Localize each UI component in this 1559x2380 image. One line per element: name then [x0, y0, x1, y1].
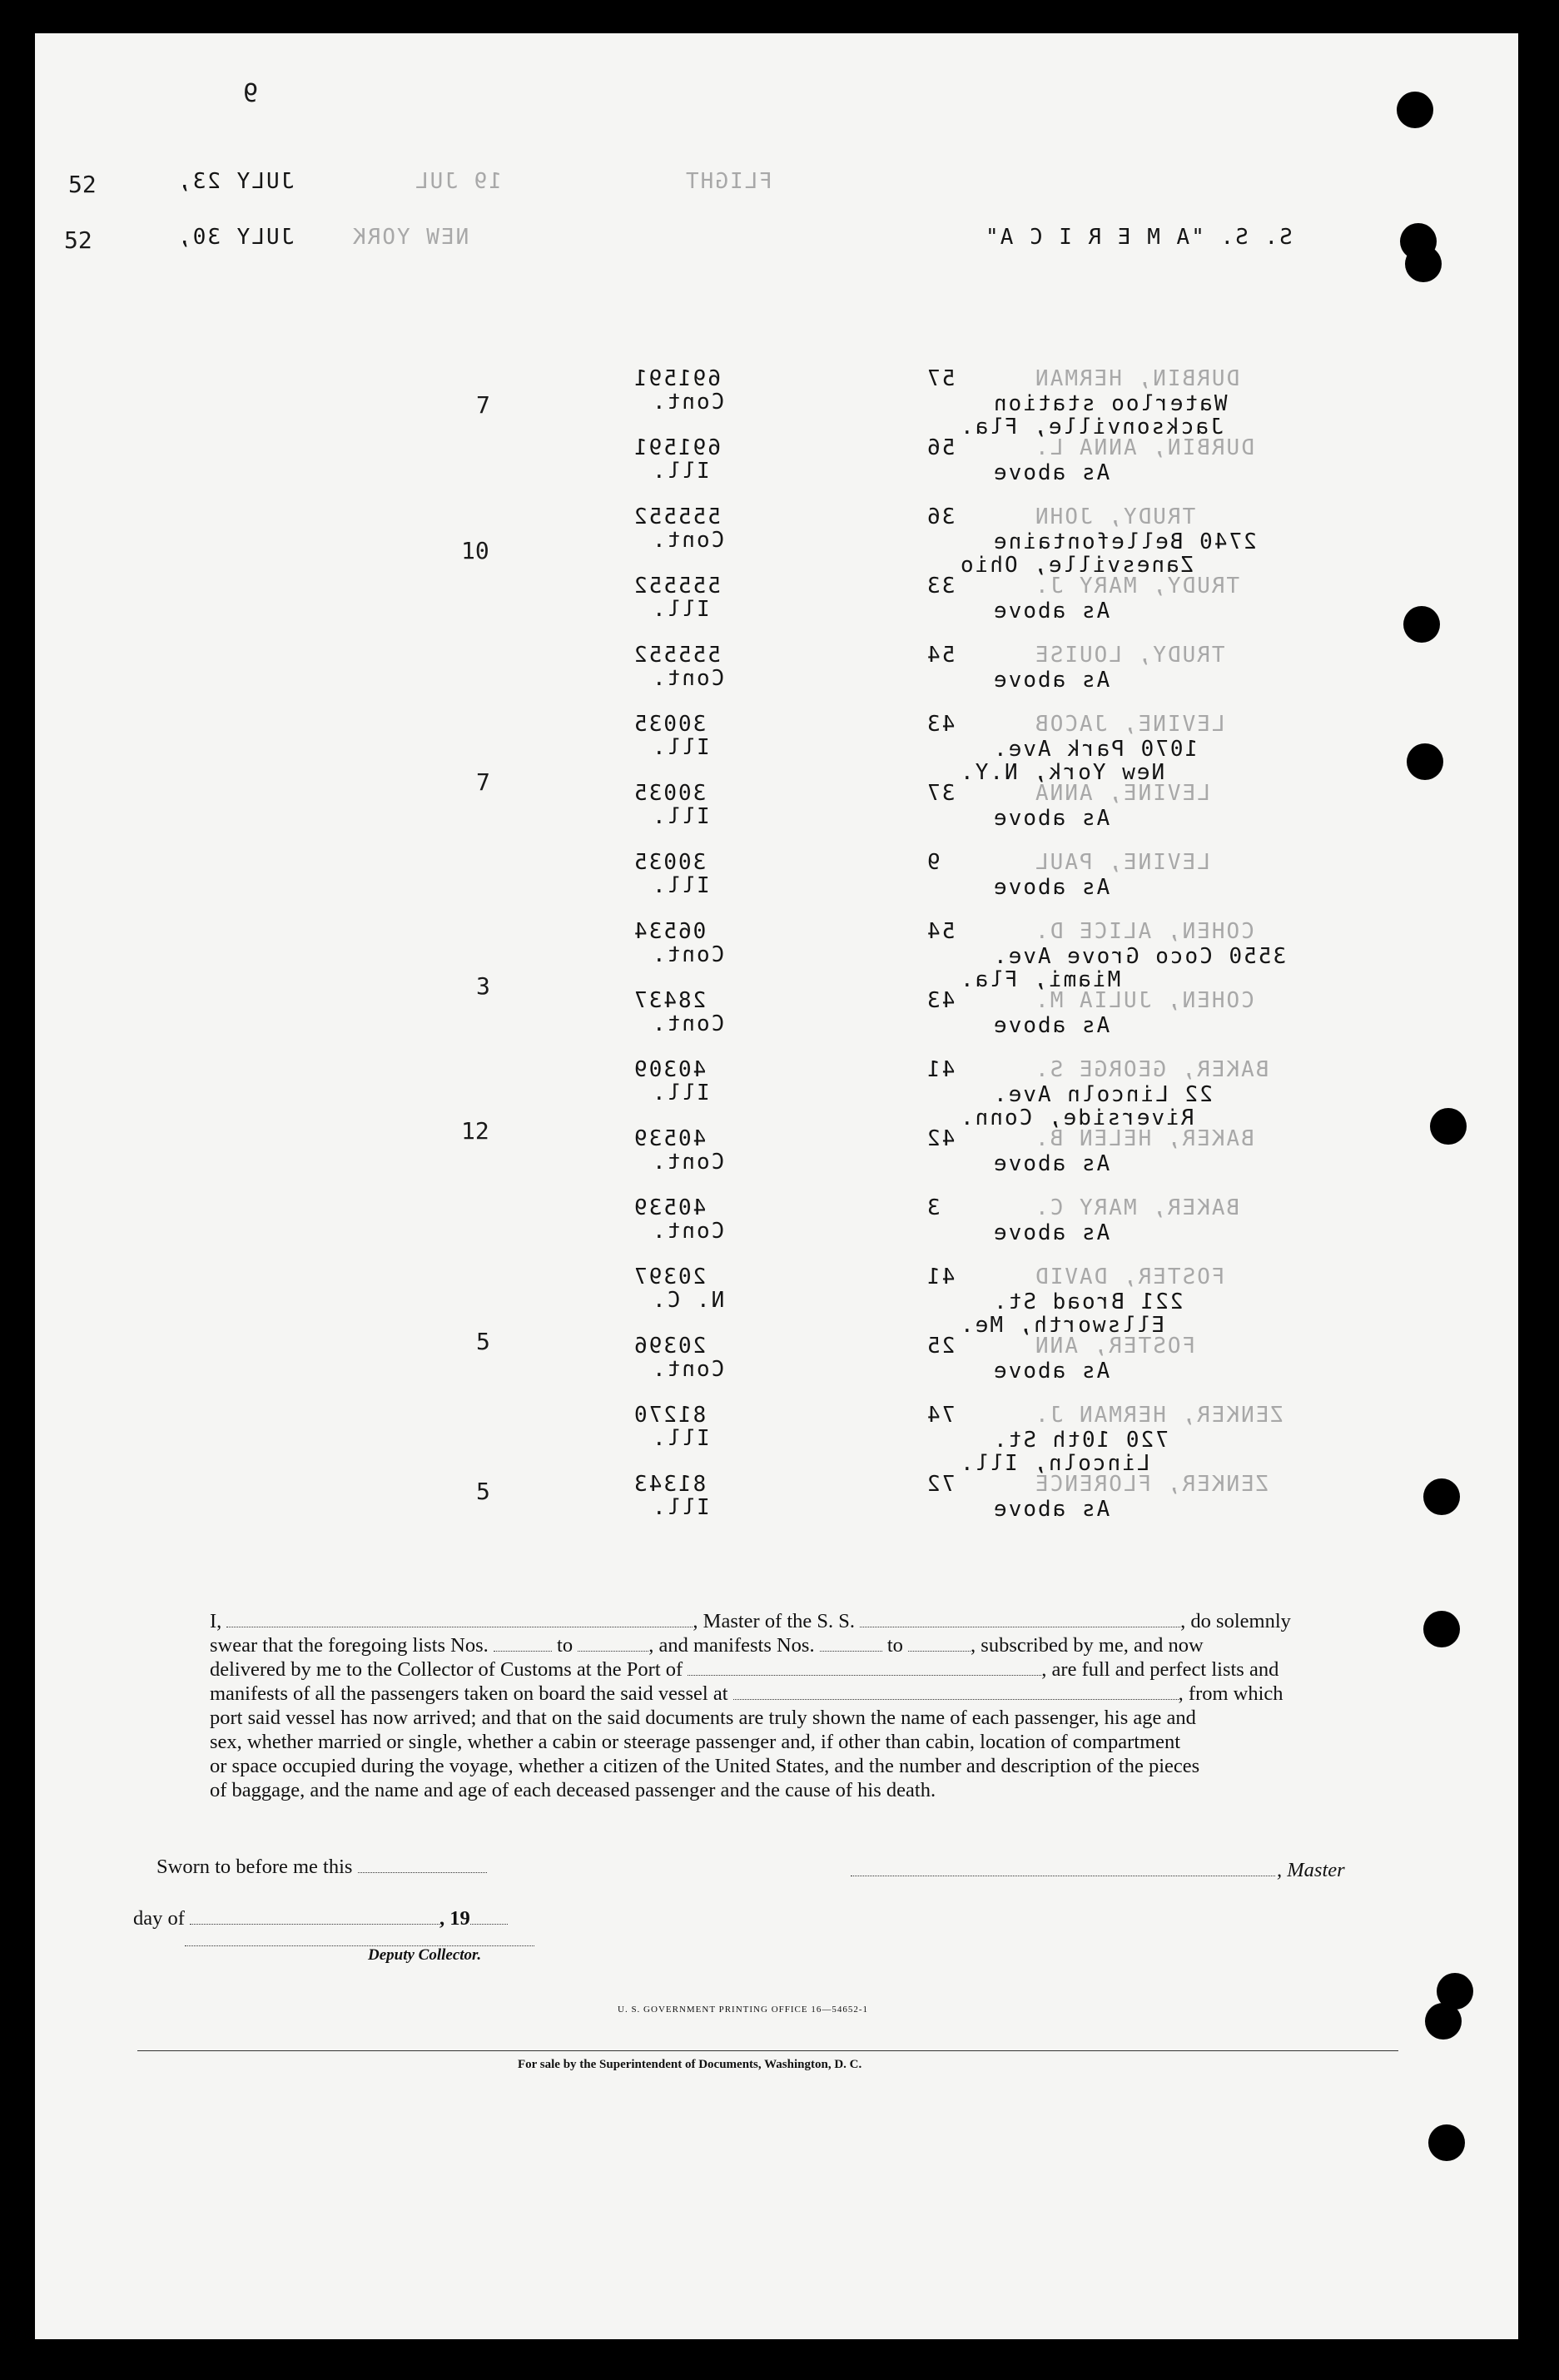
- entry-id: 555552: [633, 574, 721, 599]
- entry-address: As above: [992, 460, 1110, 485]
- margin-count: 7: [476, 391, 490, 419]
- oath-line-7: or space occupied during the voyage, whether a citizen of the United States, and the number and description of the pieces: [210, 1755, 1200, 1777]
- entry-note: N. C.: [651, 1288, 725, 1313]
- entry-name: LEVINE, PAUL: [1034, 850, 1210, 875]
- entry-note: Ill.: [651, 459, 710, 484]
- entry-note: Ill.: [651, 1426, 710, 1451]
- oath-line-1: I, , Master of the S. S. , do solemnly: [210, 1610, 1291, 1632]
- entry-id: 81270: [633, 1403, 707, 1428]
- deputy-signature-line: [185, 1945, 534, 1946]
- entry-address: Waterloo station: [992, 391, 1228, 416]
- entry-address: 22 Lincoln Ave.: [992, 1082, 1213, 1107]
- entry-note: Cont.: [651, 1219, 725, 1244]
- entry-age: 56: [926, 435, 956, 460]
- header-row2-city: NEW YORK: [351, 225, 469, 250]
- printing-office-line: U. S. GOVERNMENT PRINTING OFFICE 16—54652-1: [618, 2005, 869, 2015]
- entry-address: 720 10th St.: [992, 1428, 1169, 1453]
- entry-name: COHEN, ALICE D.: [1034, 919, 1254, 944]
- entry-name: COHEN, JULIA M.: [1034, 988, 1254, 1013]
- entry-city: Ellsworth, Me.: [959, 1313, 1165, 1338]
- entry-name: TRUDY, JOHN: [1034, 504, 1196, 529]
- punch-hole: [1425, 2003, 1462, 2040]
- entry-name: BAKER, GEORGE S.: [1034, 1057, 1269, 1082]
- sworn-line: Sworn to before me this: [156, 1855, 906, 1879]
- entry-address: 1070 Park Ave.: [992, 737, 1199, 762]
- punch-hole: [1430, 1108, 1467, 1145]
- entry-address: 3550 Coco Grove Ave.: [992, 944, 1287, 969]
- entry-id: 30035: [633, 781, 707, 806]
- day-of-line: day of , 19: [133, 1906, 549, 1930]
- entry-note: Ill.: [651, 1081, 710, 1106]
- entry-address: As above: [992, 599, 1110, 624]
- entry-age: 54: [926, 919, 956, 944]
- entry-id: 691591: [633, 435, 721, 460]
- entry-age: 9: [926, 850, 941, 875]
- margin-count: 3: [476, 972, 490, 1000]
- entry-address: 221 Broad St.: [992, 1289, 1184, 1314]
- entry-name: TRUDY, LOUISE: [1034, 643, 1225, 668]
- entry-name: FOSTER, DAVID: [1034, 1265, 1225, 1289]
- margin-count: 7: [476, 768, 490, 796]
- entry-name: ZENKER, HERMAN J.: [1034, 1403, 1284, 1428]
- entry-id: 555552: [633, 643, 721, 668]
- entry-address: As above: [992, 668, 1110, 693]
- header-row1-code: 19 JUL: [414, 169, 502, 194]
- footer-rule: [137, 2050, 1398, 2051]
- entry-id: 30035: [633, 712, 707, 737]
- entry-note: Ill.: [651, 1495, 710, 1520]
- entry-age: 3: [926, 1195, 941, 1220]
- entry-id: 30035: [633, 850, 707, 875]
- entry-address: As above: [992, 806, 1110, 831]
- entry-id: 81343: [633, 1472, 707, 1497]
- entry-age: 72: [926, 1472, 956, 1497]
- entry-id: 40539: [633, 1126, 707, 1151]
- margin-count: 5: [476, 1478, 490, 1505]
- entry-note: Cont.: [651, 1150, 725, 1175]
- entry-id: 691591: [633, 366, 721, 391]
- entry-address: As above: [992, 1359, 1110, 1384]
- entry-note: Cont.: [651, 528, 725, 553]
- entry-name: LEVINE, JACOB: [1034, 712, 1225, 737]
- entry-name: ZENKER, FLORENCE: [1034, 1472, 1269, 1497]
- entry-note: Ill.: [651, 804, 710, 829]
- entry-age: 36: [926, 504, 956, 529]
- entry-address: As above: [992, 1497, 1110, 1522]
- entry-name: LEVINE, ANNA: [1034, 781, 1210, 806]
- page-number-ghost: 9: [243, 79, 259, 108]
- header-row1-number: 52: [68, 171, 97, 198]
- entry-note: Ill.: [651, 873, 710, 898]
- entry-id: 06534: [633, 919, 707, 944]
- entry-age: 54: [926, 643, 956, 668]
- entry-address: As above: [992, 875, 1110, 900]
- punch-hole: [1403, 606, 1440, 643]
- header-row2-number: 52: [64, 226, 92, 254]
- entry-age: 42: [926, 1126, 956, 1151]
- entry-id: 555552: [633, 504, 721, 529]
- entry-name: TRUDY, MARY J.: [1034, 574, 1240, 599]
- master-label: , Master: [1277, 1859, 1345, 1881]
- entry-name: BAKER, HELEN B.: [1034, 1126, 1254, 1151]
- entry-name: DURBIN, ANNA L.: [1034, 435, 1254, 460]
- margin-count: 12: [461, 1117, 489, 1145]
- punch-hole: [1397, 92, 1433, 128]
- entry-address: As above: [992, 1151, 1110, 1176]
- entry-name: BAKER, MARY C.: [1034, 1195, 1240, 1220]
- punch-hole: [1405, 246, 1442, 282]
- entry-note: Cont.: [651, 390, 725, 415]
- entry-city: Riverside, Conn.: [959, 1106, 1194, 1130]
- entry-note: Cont.: [651, 1011, 725, 1036]
- entry-city: New York, N.Y.: [959, 760, 1165, 785]
- header-row2-date: JULY 30,: [176, 225, 295, 250]
- entry-address: As above: [992, 1013, 1110, 1038]
- entry-city: Zanesville, Ohio: [959, 553, 1194, 578]
- oath-line-8: of baggage, and the name and age of each deceased passenger and the cause of his death.: [210, 1779, 936, 1801]
- oath-line-4: manifests of all the passengers taken on board the said vessel at , from which: [210, 1682, 1283, 1705]
- entry-note: Cont.: [651, 942, 725, 967]
- punch-hole: [1423, 1611, 1460, 1647]
- entry-note: Ill.: [651, 735, 710, 760]
- punch-hole: [1407, 743, 1443, 780]
- entry-id: 40539: [633, 1195, 707, 1220]
- entry-age: 43: [926, 988, 956, 1013]
- entry-age: 41: [926, 1057, 956, 1082]
- entry-age: 41: [926, 1265, 956, 1289]
- oath-line-3: delivered by me to the Collector of Customs at the Port of , are full and perfect lists and: [210, 1658, 1279, 1681]
- entry-id: 40309: [633, 1057, 707, 1082]
- deputy-collector-label: Deputy Collector.: [368, 1946, 482, 1964]
- entry-address: 2740 Bellefontaine: [992, 529, 1257, 554]
- entry-id: 28437: [633, 988, 707, 1013]
- margin-count: 10: [461, 537, 489, 564]
- entry-name: FOSTER, ANN: [1034, 1334, 1196, 1359]
- margin-count: 5: [476, 1328, 490, 1355]
- oath-line-2: swear that the foregoing lists Nos. to , and manifests Nos. to , subscribed by me, and now: [210, 1634, 1204, 1657]
- entry-note: Cont.: [651, 1357, 725, 1382]
- entry-id: 20396: [633, 1334, 707, 1359]
- entry-id: 20397: [633, 1265, 707, 1289]
- entry-age: 74: [926, 1403, 956, 1428]
- entry-address: As above: [992, 1220, 1110, 1245]
- entry-note: Cont.: [651, 666, 725, 691]
- oath-line-6: sex, whether married or single, whether a cabin or steerage passenger and, if other than cabin, location of compartment: [210, 1731, 1181, 1753]
- entry-age: 33: [926, 574, 956, 599]
- entry-age: 25: [926, 1334, 956, 1359]
- header-row2-vessel: S. S. "A M E R I C A": [984, 225, 1293, 250]
- header-row1-word: FLIGHT: [684, 169, 772, 194]
- entry-city: Lincoln, Ill.: [959, 1451, 1150, 1476]
- entry-name: DURBIN, HERMAN: [1034, 366, 1240, 391]
- entry-age: 37: [926, 781, 956, 806]
- manifest-page: [35, 33, 1518, 2339]
- entry-age: 43: [926, 712, 956, 737]
- entry-age: 57: [926, 366, 956, 391]
- header-row1-date: JULY 23,: [176, 169, 295, 194]
- punch-hole: [1428, 2124, 1465, 2161]
- entry-note: Ill.: [651, 597, 710, 622]
- entry-city: Jacksonville, Fla.: [959, 415, 1224, 440]
- punch-hole: [1423, 1478, 1460, 1515]
- oath-line-5: port said vessel has now arrived; and that on the said documents are truly shown the name of each passenger, his age and: [210, 1707, 1196, 1729]
- entry-city: Miami, Fla.: [959, 967, 1121, 992]
- for-sale-line: For sale by the Superintendent of Documents, Washington, D. C.: [518, 2058, 862, 2071]
